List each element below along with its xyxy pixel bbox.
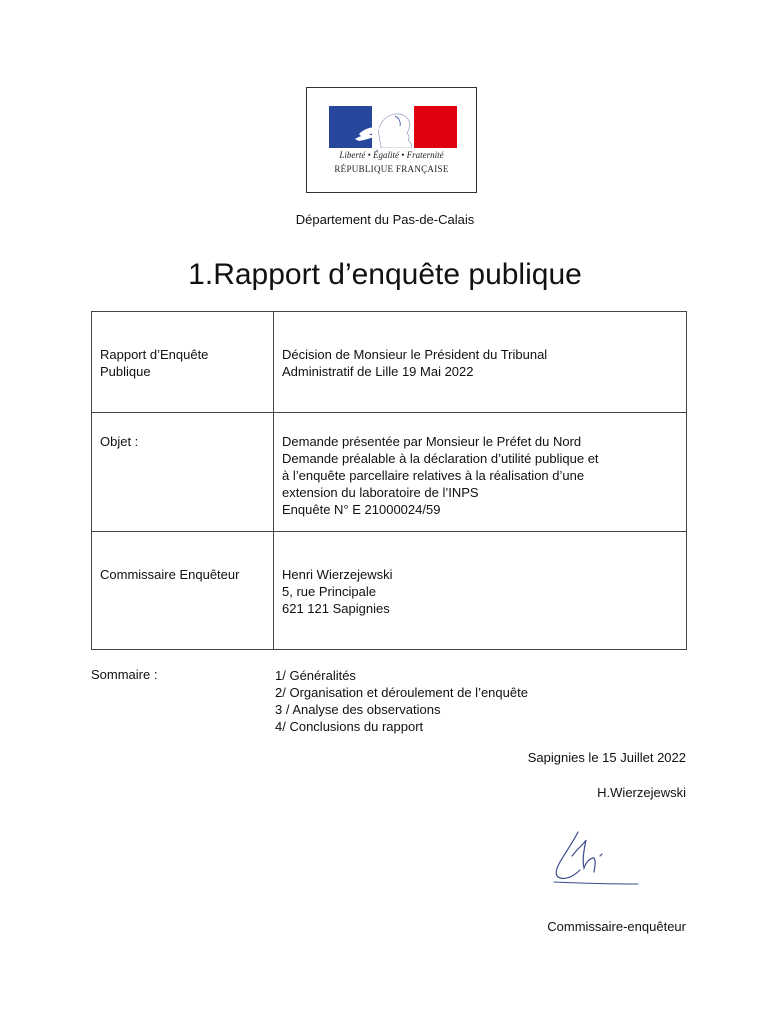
- french-flag-logo: [329, 106, 457, 148]
- list-item: 4/ Conclusions du rapport: [275, 719, 424, 734]
- republic-logo: [306, 87, 477, 193]
- list-item: 2/ Organisation et déroulement de l’enquête: [275, 685, 528, 700]
- table-cell-value: Décision de Monsieur le Président du Tribunal Administratif de Lille 19 Mai 2022: [274, 312, 687, 413]
- summary-label: Sommaire :: [91, 667, 158, 682]
- table-cell-label: Rapport d’Enquête Publique: [92, 312, 274, 413]
- table-cell-value: Demande présentée par Monsieur le Préfet du Nord Demande préalable à la déclaration d’utilité publique et à l’enquête parcellaire relatives à la réalisation d’une extension du laboratoire de l’INPS Enquête N° E 21000024/59: [274, 413, 687, 532]
- report-info-table: [91, 311, 687, 650]
- table-row: [92, 413, 687, 532]
- place-and-date: Sapignies le 15 Juillet 2022: [527, 750, 686, 765]
- handwritten-signature: [548, 826, 644, 890]
- table-cell-label: Commissaire Enquêteur: [92, 532, 274, 650]
- table-row: [92, 312, 687, 413]
- table-row: [92, 532, 687, 650]
- page-title: 1.Rapport d’enquête publique: [188, 258, 582, 291]
- logo-republic-name: RÉPUBLIQUE FRANÇAISE: [334, 164, 449, 174]
- department-heading: Département du Pas-de-Calais: [295, 212, 475, 227]
- table-cell-label: Objet :: [92, 413, 274, 532]
- list-item: 1/ Généralités: [275, 668, 356, 683]
- signer-role: Commissaire-enquêteur: [547, 919, 686, 934]
- list-item: 3 / Analyse des observations: [275, 702, 441, 717]
- signer-name: H.Wierzejewski: [597, 785, 686, 800]
- marianne-profile-icon: [329, 106, 457, 148]
- logo-motto: Liberté • Égalité • Fraternité: [339, 150, 444, 160]
- table-cell-value: Henri Wierzejewski 5, rue Principale 621 121 Sapignies: [274, 532, 687, 650]
- summary-list: [275, 667, 528, 735]
